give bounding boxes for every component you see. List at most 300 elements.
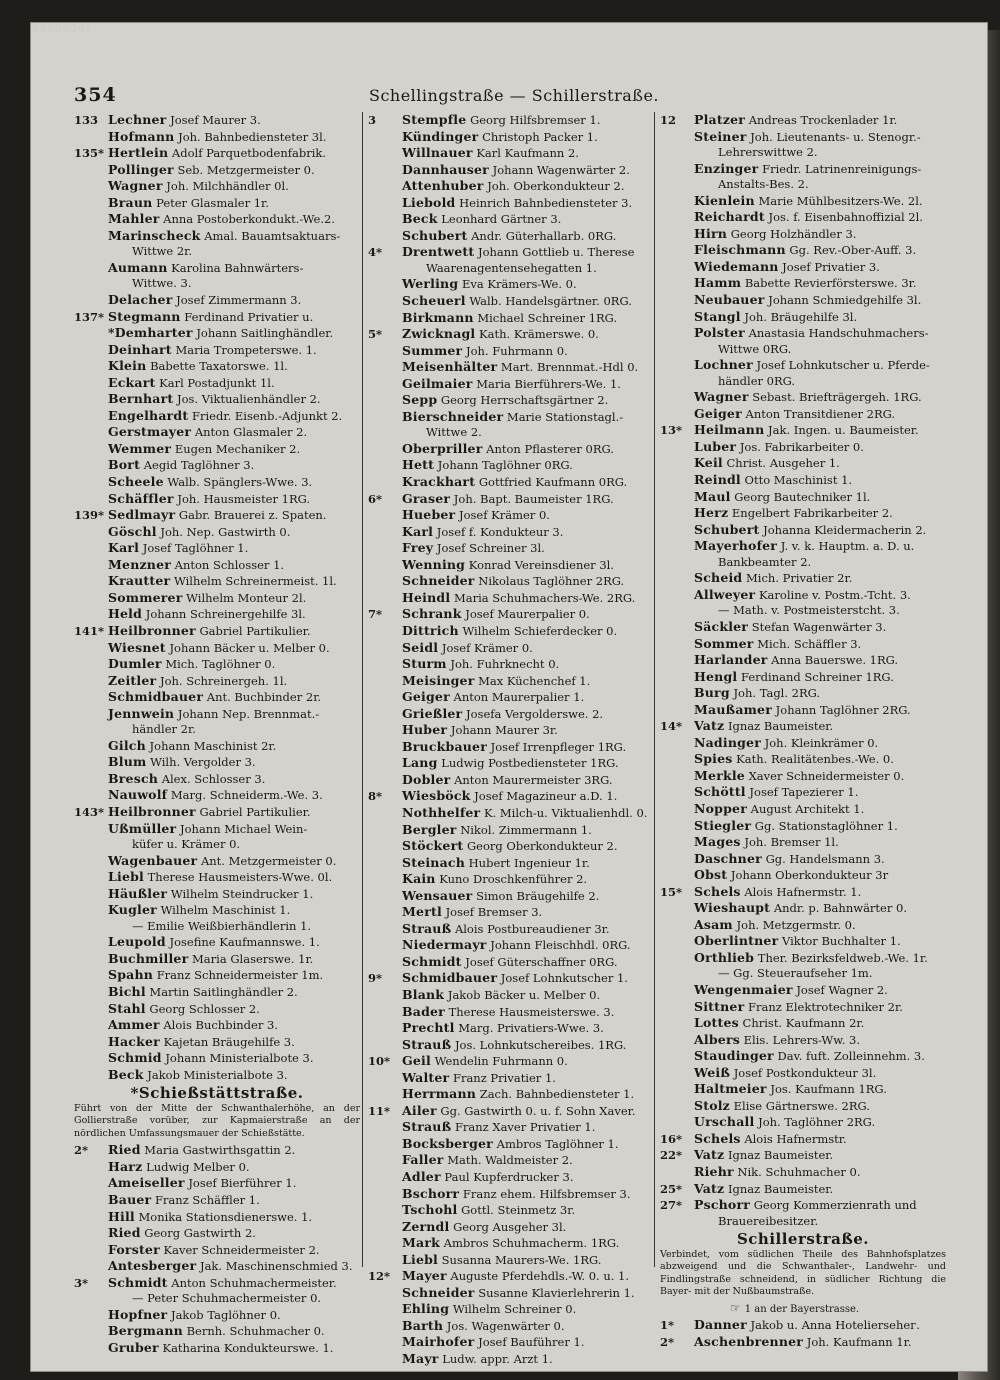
- resident-surname: Stahl: [108, 1000, 146, 1016]
- resident-surname: Held: [108, 606, 143, 622]
- resident-entry: [660, 818, 946, 835]
- resident-details: Joh. Lieutenants- u. Stenogr.-: [750, 129, 921, 144]
- resident-details: Dav. fuft. Zolleinnehm. 3.: [777, 1049, 925, 1064]
- resident-details: Aegid Taglöhner 3.: [143, 458, 255, 473]
- resident-surname: Hacker: [108, 1033, 160, 1049]
- resident-surname: Danner: [694, 1317, 747, 1333]
- resident-details: Johann Gottlieb u. Therese: [477, 245, 635, 260]
- resident-details: Andr. p. Bahnwärter 0.: [773, 901, 907, 916]
- resident-details: Gg. Handelsmann 3.: [765, 851, 885, 866]
- resident-details: Max Küchenchef 1.: [478, 673, 591, 688]
- resident-surname: Spahn: [108, 967, 154, 983]
- resident-entry: [74, 342, 360, 359]
- resident-surname: Sepp: [402, 392, 438, 408]
- resident-surname: Klein: [108, 358, 147, 374]
- resident-entry: [660, 1098, 946, 1115]
- resident-details: Johann Schreinergehilfe 3l.: [145, 607, 306, 622]
- house-number: 12*: [368, 1269, 391, 1284]
- resident-surname: Gerstmayer: [108, 424, 192, 440]
- resident-surname: Sittner: [694, 998, 745, 1014]
- resident-surname: Kündinger: [402, 128, 479, 144]
- resident-entry: [74, 276, 360, 292]
- pointing-hand-icon: ☞: [730, 1300, 741, 1315]
- resident-entry: [368, 1351, 654, 1368]
- resident-details: Ther. Bezirksfeldweb.-We. 1r.: [757, 950, 928, 965]
- resident-entry: [660, 522, 946, 539]
- resident-entry: [74, 821, 360, 838]
- resident-entry: [74, 837, 360, 853]
- resident-entry: [368, 888, 654, 905]
- resident-surname: Hopfner: [108, 1306, 168, 1322]
- resident-surname: Wemmer: [108, 440, 172, 456]
- resident-details: Josef Schreiner 3l.: [436, 541, 545, 556]
- resident-surname: Lottes: [694, 1015, 739, 1031]
- resident-surname: Allweyer: [694, 586, 756, 602]
- resident-surname: Hett: [402, 457, 435, 473]
- resident-entry: [660, 851, 946, 868]
- resident-entry: [74, 934, 360, 951]
- resident-details: Brauereibesitzer.: [718, 1213, 819, 1228]
- resident-entry: [660, 145, 946, 161]
- resident-details: Heinrich Bahnbediensteter 3.: [459, 195, 633, 210]
- resident-details: Nik. Schuhmacher 0.: [737, 1165, 861, 1179]
- resident-surname: Beck: [108, 1066, 144, 1082]
- resident-entry: [368, 871, 654, 888]
- resident-details: Franz Schneidermeister 1m.: [156, 968, 324, 983]
- resident-surname: Harlander: [694, 652, 768, 668]
- resident-details: Josef Wagner 2.: [796, 982, 888, 997]
- resident-details: Ludw. appr. Arzt 1.: [442, 1352, 553, 1367]
- resident-entry: [74, 1175, 360, 1192]
- resident-entry: [74, 474, 360, 491]
- resident-entry: [368, 1136, 654, 1153]
- resident-surname: Bernhart: [108, 391, 174, 407]
- resident-details: Josef Tapezierer 1.: [749, 785, 859, 800]
- house-number: 15*: [660, 884, 683, 899]
- resident-entry: [368, 722, 654, 739]
- resident-entry: [660, 1147, 946, 1164]
- resident-details: Karoline v. Postm.-Tcht. 3.: [758, 587, 911, 602]
- resident-details: Ludwig Melber 0.: [146, 1159, 250, 1174]
- resident-entry: [660, 325, 946, 342]
- resident-surname: Dittrich: [402, 622, 459, 638]
- resident-details: Josef Taglöhner 1.: [142, 541, 249, 556]
- resident-details: Anton Maurermeister 3RG.: [454, 772, 613, 787]
- resident-surname: Pschorr: [694, 1197, 751, 1213]
- resident-surname: Kain: [402, 871, 436, 887]
- resident-entry: [368, 540, 654, 557]
- resident-details: Franz ehem. Hilfsbremser 3.: [462, 1186, 631, 1201]
- resident-entry: [368, 276, 654, 293]
- resident-details: Josef Bauführer 1.: [478, 1335, 585, 1350]
- resident-entry: [368, 838, 654, 855]
- resident-details: Franz Privatier 1.: [452, 1070, 556, 1085]
- resident-entry: [74, 1291, 360, 1307]
- resident-surname: Scheid: [694, 570, 743, 586]
- resident-surname: Wagenbauer: [108, 852, 198, 868]
- resident-details: Susanne Klavierlehrerin 1.: [478, 1285, 635, 1300]
- resident-details: Johann Saitlinghändler.: [196, 326, 334, 341]
- resident-entry: [74, 1159, 360, 1176]
- resident-details: Joh. Schreinergeh. 1l.: [159, 673, 288, 688]
- resident-details: Josef Maurerpalier 0.: [465, 607, 590, 622]
- resident-surname: Hofmann: [108, 128, 175, 144]
- street-description: Führt von der Mitte der Schwanthalerhöhe, an der Gollierstraße vorüber, zur Kapmaierstraße an der nördlichen Umfassungsmauer der Schießstätte.: [74, 1102, 360, 1139]
- resident-entry: [368, 1053, 654, 1070]
- resident-entry: [660, 422, 946, 439]
- resident-details: Mich. Taglöhner 0.: [165, 657, 276, 672]
- resident-details: Joh. Fuhrknecht 0.: [450, 657, 560, 672]
- resident-surname: Stolz: [694, 1097, 730, 1113]
- resident-entry: [660, 209, 946, 226]
- resident-details: Joh. Fuhrmann 0.: [465, 343, 568, 358]
- resident-surname: Sedlmayr: [108, 507, 176, 523]
- directory-column-2: [368, 112, 654, 1368]
- resident-entry: [74, 706, 360, 723]
- resident-entry: [660, 389, 946, 406]
- resident-surname: Meisenhälter: [402, 359, 498, 375]
- resident-entry: [368, 557, 654, 574]
- resident-entry: [368, 1119, 654, 1136]
- resident-surname: Stiegler: [694, 817, 752, 833]
- resident-entry: [368, 855, 654, 872]
- resident-details: Wendelin Fuhrmann 0.: [434, 1054, 568, 1069]
- resident-entry: [368, 1103, 654, 1120]
- resident-entry: [368, 112, 654, 129]
- resident-details: Engelbert Fabrikarbeiter 2.: [731, 506, 893, 521]
- resident-entry: [74, 951, 360, 968]
- resident-surname: Hamm: [694, 275, 742, 291]
- resident-details: Johann Oberkondukteur 3r: [730, 868, 889, 883]
- resident-details: Wilhelm Steindrucker 1.: [170, 886, 314, 901]
- resident-surname: Göschl: [108, 523, 157, 539]
- resident-surname: Mairhofer: [402, 1334, 475, 1350]
- resident-details: Martin Saitlinghändler 2.: [149, 984, 298, 999]
- resident-details: Simon Bräugehilfe 2.: [476, 888, 600, 903]
- resident-details: Anton Schlosser 1.: [174, 557, 285, 572]
- resident-entry: [74, 1209, 360, 1226]
- resident-details: Christ. Kaufmann 2r.: [742, 1016, 865, 1031]
- resident-entry: [368, 457, 654, 474]
- house-number: 2*: [660, 1334, 675, 1349]
- resident-surname: Neubauer: [694, 292, 765, 308]
- resident-entry: [74, 984, 360, 1001]
- resident-entry: [660, 193, 946, 210]
- resident-details: Peter Glasmaler 1r.: [156, 195, 269, 210]
- resident-surname: Mark: [402, 1235, 440, 1251]
- resident-details: Georg Hilfsbremser 1.: [470, 113, 601, 127]
- resident-entry: [368, 904, 654, 921]
- resident-entry: [74, 211, 360, 228]
- resident-entry: [74, 457, 360, 474]
- resident-entry: [74, 162, 360, 179]
- resident-details: Gottfried Kaufmann 0RG.: [478, 475, 628, 490]
- resident-entry: [660, 619, 946, 636]
- resident-entry: [368, 590, 654, 607]
- resident-surname: Schmidt: [402, 953, 462, 969]
- resident-surname: Ailer: [402, 1102, 437, 1118]
- resident-entry: [660, 538, 946, 555]
- resident-details: Seb. Metzgermeister 0.: [177, 162, 315, 177]
- resident-entry: [660, 275, 946, 292]
- resident-entry: [74, 1242, 360, 1259]
- resident-details: Joh. Kaufmann 1r.: [806, 1334, 912, 1349]
- resident-details: Gg. Gastwirth 0. u. f. Sohn Xaver.: [440, 1103, 636, 1118]
- resident-entry: [660, 652, 946, 669]
- resident-entry: [660, 1114, 946, 1131]
- resident-details: Jos. Lohnkutschereibes. 1RG.: [454, 1037, 627, 1052]
- resident-entry: [74, 524, 360, 541]
- resident-details: Karl Postadjunkt 1l.: [159, 375, 275, 390]
- resident-entry: [74, 391, 360, 408]
- resident-surname: Zwicknagl: [402, 326, 476, 342]
- resident-surname: Adler: [402, 1169, 441, 1184]
- resident-surname: Attenhuber: [402, 178, 484, 194]
- resident-surname: Blum: [108, 754, 147, 770]
- resident-surname: Karl: [108, 540, 140, 556]
- resident-surname: Nauwolf: [108, 787, 168, 803]
- resident-details: Anton Glasmaler 2.: [194, 425, 308, 440]
- resident-entry: [74, 112, 360, 129]
- resident-details: Marie Stationstagl.-: [506, 409, 624, 424]
- resident-entry: [74, 1050, 360, 1067]
- resident-details: Marie Mühlbesitzers-We. 2l.: [758, 193, 923, 208]
- resident-details: Anstalts-Bes. 2.: [718, 177, 809, 192]
- resident-surname: Vatz: [694, 1180, 725, 1196]
- resident-details: Lehrerswittwe 2.: [718, 145, 818, 160]
- resident-details: Gottl. Steinmetz 3r.: [461, 1203, 576, 1218]
- resident-entry: [368, 772, 654, 789]
- resident-details: — Math. v. Postmeisterstcht. 3.: [718, 603, 900, 618]
- resident-details: Franz Elektrotechniker 2r.: [748, 999, 903, 1014]
- resident-entry: [368, 805, 654, 822]
- resident-surname: Hill: [108, 1208, 135, 1224]
- resident-details: Marg. Schneiderm.-We. 3.: [170, 788, 323, 803]
- house-number: 12: [660, 113, 677, 127]
- resident-details: Mart. Brennmat.-Hdl 0.: [500, 360, 639, 375]
- resident-details: Christ. Ausgeher 1.: [726, 456, 840, 471]
- resident-details: Wittwe. 3.: [132, 276, 192, 291]
- house-number: 14*: [660, 719, 683, 734]
- house-number: 9*: [368, 971, 383, 986]
- resident-details: Joh. Bräugehilfe 3l.: [744, 309, 858, 324]
- resident-details: Maria Gastwirthsgattin 2.: [144, 1143, 296, 1158]
- resident-details: Georg Oberkondukteur 2.: [466, 839, 618, 854]
- resident-entry: [660, 129, 946, 146]
- resident-details: Joh. Bremser 1l.: [744, 835, 839, 850]
- resident-surname: Mayer: [402, 1268, 447, 1284]
- resident-entry: [660, 177, 946, 193]
- resident-entry: [74, 623, 360, 640]
- resident-details: Johann Maschinist 2r.: [149, 738, 277, 753]
- resident-details: Joh. Milchhändler 0l.: [166, 179, 289, 194]
- resident-entry: [74, 1225, 360, 1242]
- resident-surname: Sommer: [694, 635, 754, 651]
- house-number: 10*: [368, 1054, 391, 1069]
- resident-details: Paul Kupferdrucker 3.: [444, 1170, 574, 1184]
- resident-surname: Mayr: [402, 1351, 439, 1367]
- resident-details: Viktor Buchhalter 1.: [782, 934, 901, 949]
- resident-entry: [368, 195, 654, 212]
- resident-entry: [660, 900, 946, 917]
- resident-surname: Summer: [402, 342, 463, 358]
- resident-entry: [368, 1334, 654, 1351]
- resident-entry: [660, 1164, 946, 1181]
- resident-surname: Stöckert: [402, 838, 464, 854]
- resident-entry: [368, 343, 654, 360]
- resident-details: Johann Taglöhner 2RG.: [775, 702, 911, 717]
- resident-surname: Obst: [694, 867, 728, 883]
- resident-entry: [368, 1186, 654, 1203]
- resident-surname: Eckart: [108, 374, 156, 390]
- resident-details: Zach. Bahnbediensteter 1.: [479, 1087, 635, 1102]
- resident-surname: Deinhart: [108, 341, 172, 357]
- resident-entry: [368, 573, 654, 590]
- resident-details: Waarenagentensehegatten 1.: [426, 260, 597, 275]
- resident-surname: Wiesböck: [402, 788, 471, 804]
- resident-surname: Bort: [108, 457, 141, 473]
- house-number: 5*: [368, 327, 383, 342]
- resident-entry: [368, 524, 654, 541]
- resident-entry: [660, 1197, 946, 1214]
- resident-entry: [368, 359, 654, 376]
- resident-surname: Dobler: [402, 771, 451, 787]
- resident-details: Georg Herrschaftsgärtner 2.: [440, 393, 609, 408]
- resident-entry: [74, 441, 360, 458]
- resident-surname: Schubert: [694, 521, 760, 537]
- resident-surname: Hueber: [402, 507, 456, 523]
- resident-surname: Scheele: [108, 474, 164, 490]
- resident-surname: Drentwett: [402, 244, 475, 260]
- resident-entry: [368, 739, 654, 756]
- resident-surname: Prechtl: [402, 1020, 455, 1036]
- resident-details: Eva Krämers-We. 0.: [461, 277, 577, 292]
- resident-details: händler 0RG.: [718, 373, 796, 388]
- resident-surname: Meisinger: [402, 672, 475, 688]
- resident-details: Johann Schmiedgehilfe 3l.: [768, 293, 922, 308]
- resident-entry: [660, 735, 946, 752]
- resident-surname: Strauß: [402, 1036, 452, 1052]
- resident-entry: [74, 1323, 360, 1340]
- house-number: 133: [74, 113, 99, 127]
- resident-details: Alois Postbureaudiener 3r.: [454, 921, 610, 936]
- resident-details: Gabriel Partikulier.: [199, 623, 311, 638]
- resident-entry: [660, 884, 946, 901]
- resident-surname: Jennwein: [108, 705, 175, 721]
- house-number: 8*: [368, 789, 383, 804]
- resident-entry: [74, 1034, 360, 1051]
- resident-surname: Sommerer: [108, 589, 183, 605]
- resident-details: Johann Wagenwärter 2.: [492, 162, 630, 177]
- column-divider: [654, 112, 655, 1267]
- resident-surname: Mertl: [402, 904, 442, 920]
- resident-details: Joh. Nep. Gastwirth 0.: [160, 524, 291, 539]
- resident-entry: [368, 673, 654, 690]
- resident-details: Elis. Lehrers-Ww. 3.: [743, 1032, 860, 1047]
- resident-surname: Ußmüller: [108, 820, 177, 836]
- resident-entry: [368, 656, 654, 673]
- resident-entry: [368, 606, 654, 623]
- resident-details: Jakob u. Anna Hoteliersehег.: [750, 1318, 920, 1333]
- resident-details: Anna Bauerswe. 1RG.: [771, 653, 899, 668]
- resident-entry: [368, 970, 654, 987]
- house-number: 11*: [368, 1103, 391, 1118]
- resident-entry: [74, 590, 360, 607]
- resident-entry: [74, 1307, 360, 1324]
- resident-entry: [74, 228, 360, 245]
- resident-surname: Schels: [694, 1130, 741, 1146]
- resident-surname: Schels: [694, 883, 741, 899]
- resident-details: — Emilie Weißbierhändlerin 1.: [132, 918, 312, 933]
- resident-surname: Aschenbrenner: [694, 1333, 804, 1349]
- resident-entry: [660, 751, 946, 768]
- street-note: [660, 1301, 946, 1318]
- resident-details: Babette Taxatorswe. 1l.: [150, 359, 288, 374]
- resident-surname: Schmidbauer: [402, 970, 498, 986]
- resident-entry: [660, 1065, 946, 1082]
- house-number: 7*: [368, 607, 383, 622]
- street-heading: *Schießstättstraße.: [130, 1084, 304, 1103]
- resident-entry: [660, 309, 946, 326]
- resident-surname: Albers: [694, 1031, 740, 1047]
- resident-entry: [368, 921, 654, 938]
- resident-entry: [74, 244, 360, 260]
- page-title: Schellingstraße — Schillerstraße.: [368, 86, 659, 105]
- resident-details: Joh. Taglöhner 2RG.: [758, 1115, 876, 1130]
- resident-details: Joh. Kleinkrämer 0.: [764, 735, 879, 750]
- resident-details: Wittwe 2.: [426, 425, 482, 440]
- scan-id: 00096347: [32, 22, 93, 35]
- resident-entry: [74, 573, 360, 590]
- resident-surname: Bergler: [402, 821, 457, 837]
- resident-entry: [74, 673, 360, 690]
- resident-entry: [660, 768, 946, 785]
- resident-entry: [74, 1275, 360, 1292]
- resident-details: händler 2r.: [132, 722, 196, 737]
- resident-details: Alois Buchbinder 3.: [163, 1018, 278, 1033]
- resident-surname: Krautter: [108, 573, 171, 589]
- resident-surname: Ehling: [402, 1301, 450, 1317]
- resident-entry: [368, 491, 654, 508]
- resident-surname: Wiedemann: [694, 258, 779, 274]
- resident-surname: Huber: [402, 722, 448, 738]
- resident-surname: Stangl: [694, 308, 741, 324]
- resident-entry: [368, 706, 654, 723]
- resident-surname: Hertlein: [108, 145, 169, 161]
- house-number: 137*: [74, 309, 105, 324]
- resident-details: Katharina Konduktеurswe. 1.: [162, 1340, 334, 1355]
- resident-entry: [660, 570, 946, 587]
- resident-entry: [368, 1252, 654, 1269]
- resident-details: K. Milch-u. Viktualienhdl. 0.: [484, 805, 648, 820]
- house-number: 143*: [74, 804, 105, 819]
- resident-surname: Bauer: [108, 1191, 152, 1207]
- resident-entry: [74, 325, 360, 342]
- resident-details: — Peter Schuhmachermeister 0.: [132, 1291, 322, 1306]
- resident-surname: Bierschneider: [402, 408, 504, 424]
- resident-details: Nikolaus Taglöhner 2RG.: [478, 574, 625, 589]
- house-number: 2*: [74, 1143, 89, 1158]
- resident-entry: [368, 1202, 654, 1219]
- resident-entry: [660, 292, 946, 309]
- resident-entry: [74, 292, 360, 309]
- resident-surname: Antesberger: [108, 1258, 197, 1274]
- resident-details: Bernh. Schuhmacher 0.: [186, 1324, 325, 1339]
- resident-entry: [368, 376, 654, 393]
- resident-surname: Scheuerl: [402, 293, 466, 309]
- resident-entry: [74, 1192, 360, 1209]
- resident-entry: [74, 1258, 360, 1275]
